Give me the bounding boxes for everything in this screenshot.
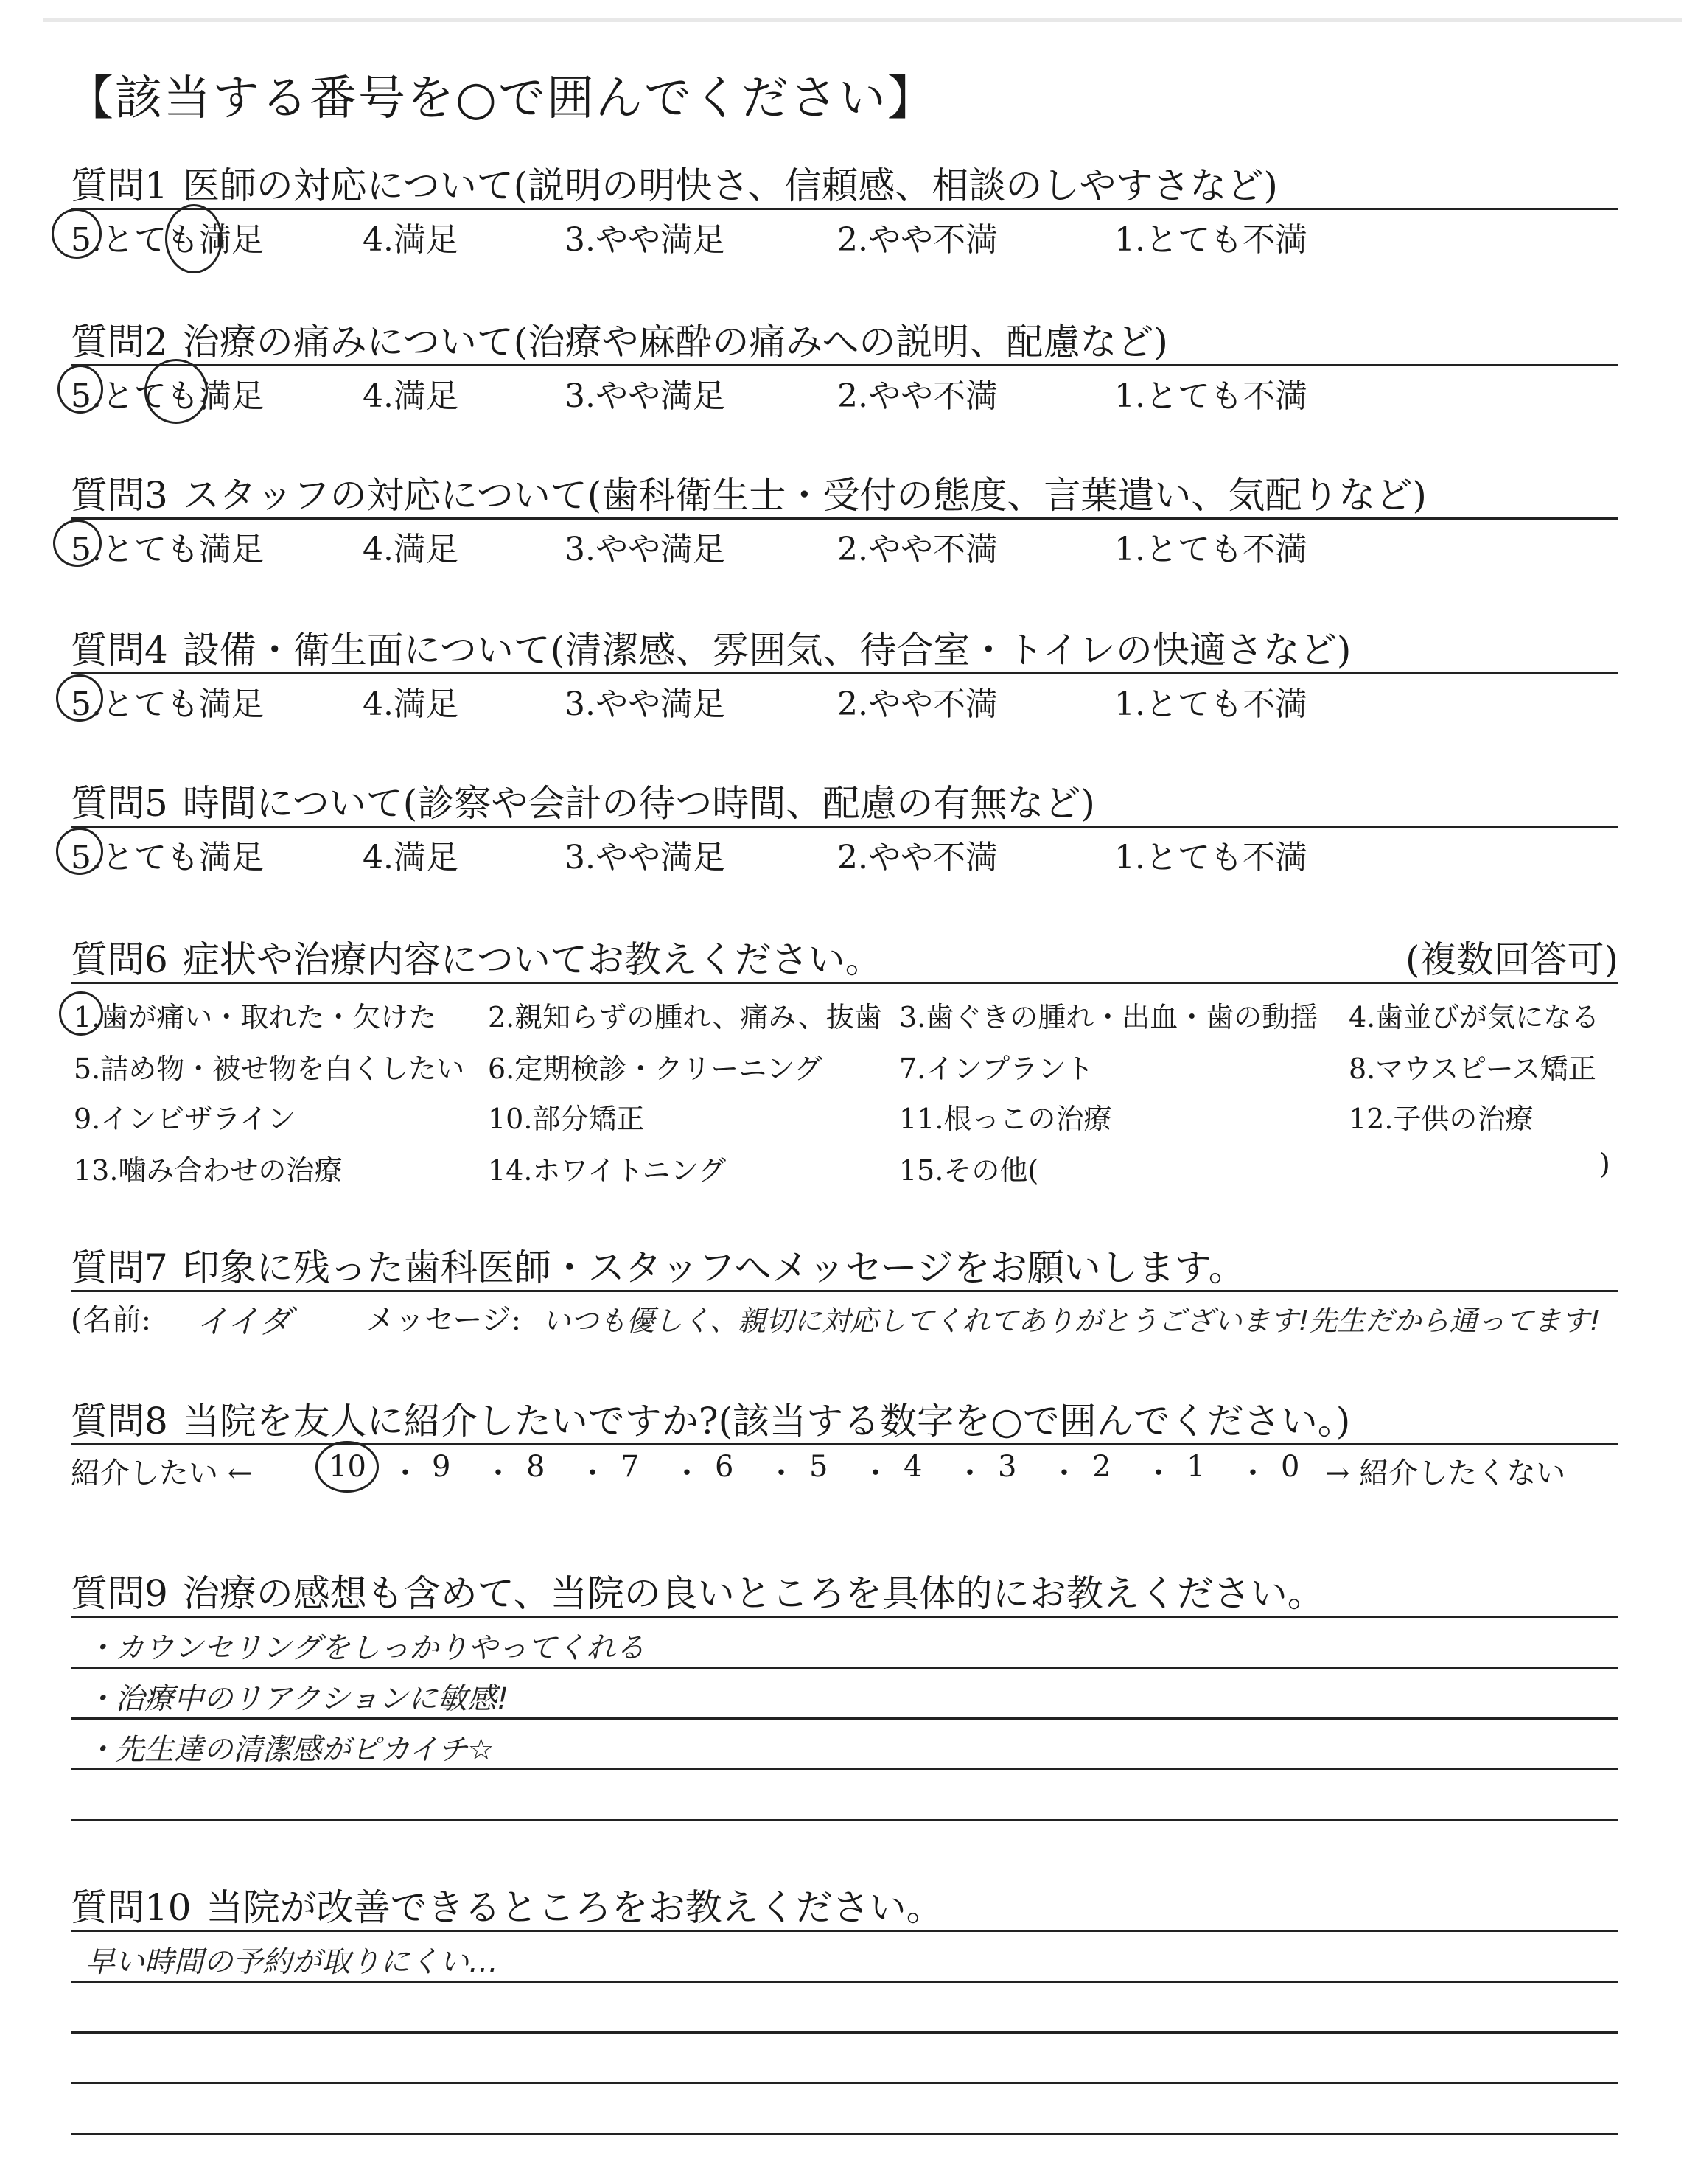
option-1[interactable]: 1.とても不満 — [1114, 221, 1307, 259]
question-4 — [71, 621, 1618, 723]
multiple-answers-note: (複数回答可) — [1405, 938, 1618, 981]
selection-circle — [52, 209, 102, 259]
scale-1[interactable]: 1 — [1187, 1450, 1206, 1484]
treatment-item[interactable]: 7.インプラント — [899, 1053, 1094, 1085]
answer-lines — [71, 1616, 1618, 1870]
question-text: 当院を友人に紹介したいですか?(該当する数字を○で囲んでください。) — [182, 1400, 1351, 1442]
treatment-item[interactable]: 14.ホワイトニング — [488, 1154, 727, 1187]
question-10 — [71, 1878, 1618, 2184]
question-number: 質問1 — [71, 164, 168, 207]
answer-line[interactable] — [71, 2031, 1618, 2082]
question-6-heading — [71, 930, 1618, 982]
selection-circle — [315, 1441, 379, 1493]
scale-3[interactable]: 3 — [998, 1450, 1017, 1484]
treatment-item[interactable]: 8.マウスピース矯正 — [1349, 1053, 1596, 1085]
treatment-item[interactable]: 5.詰め物・被せ物を白くしたい — [74, 1053, 465, 1085]
option-3[interactable]: 3.やや満足 — [565, 377, 725, 415]
rating-options — [71, 520, 1618, 568]
treatment-item[interactable]: 13.噛み合わせの治療 — [74, 1154, 343, 1187]
question-9-heading — [71, 1564, 1618, 1616]
option-1[interactable]: 1.とても不満 — [1114, 685, 1307, 723]
question-number: 質問7 — [71, 1246, 168, 1289]
question-2 — [71, 313, 1618, 415]
treatment-item[interactable]: 2.親知らずの腫れ、痛み、抜歯 — [488, 1001, 882, 1033]
scale-7[interactable]: 7 — [621, 1450, 640, 1484]
answer-line[interactable] — [71, 1945, 1618, 2031]
question-text: 治療の痛みについて(治療や麻酔の痛みへの説明、配慮など) — [182, 321, 1168, 363]
option-5[interactable]: 5.とても満足 — [71, 221, 264, 259]
option-3[interactable]: 3.やや満足 — [565, 839, 725, 876]
question-4-heading — [71, 621, 1618, 672]
selection-circle — [57, 365, 103, 414]
question-number: 質問8 — [71, 1400, 168, 1442]
option-2[interactable]: 2.やや不満 — [837, 839, 998, 876]
question-2-heading — [71, 313, 1618, 364]
question-1 — [71, 156, 1618, 259]
question-9 — [71, 1564, 1618, 1870]
answer-lines — [71, 1930, 1618, 2184]
answer-text: 早い時間の予約が取りにくい… — [85, 1945, 498, 1979]
scale-0[interactable]: 0 — [1281, 1450, 1300, 1484]
treatment-item[interactable]: 9.インビザライン — [74, 1103, 296, 1135]
top-border — [43, 18, 1682, 22]
question-3 — [71, 466, 1618, 568]
question-1-heading — [71, 156, 1618, 208]
question-7 — [71, 1238, 1618, 1341]
scale-8[interactable]: 8 — [526, 1450, 545, 1484]
option-5[interactable]: 5.とても満足 — [71, 377, 264, 415]
question-text: 印象に残った歯科医師・スタッフへメッセージをお願いします。 — [182, 1246, 1245, 1289]
scale-dot: ・ — [1238, 1456, 1268, 1490]
message-value[interactable]: いつも優しく、親切に対応してくれてありがとうございます!先生だから通ってます! — [542, 1305, 1601, 1337]
selection-circle — [56, 828, 103, 875]
stray-mark — [144, 359, 208, 424]
option-4[interactable]: 4.満足 — [363, 685, 458, 723]
answer-line[interactable] — [71, 1819, 1618, 1870]
treatment-item-other[interactable]: 15.その他( — [899, 1154, 1039, 1187]
question-text: 設備・衛生面について(清潔感、雰囲気、待合室・トイレの快適さなど) — [182, 629, 1352, 671]
scale-4[interactable]: 4 — [904, 1450, 923, 1484]
question-text: 症状や治療内容についてお教えください。 — [182, 938, 882, 981]
question-number: 質問9 — [71, 1572, 168, 1615]
scale-dot: ・ — [672, 1456, 702, 1490]
rating-options — [71, 366, 1618, 415]
option-1[interactable]: 1.とても不満 — [1114, 377, 1307, 415]
treatment-item[interactable]: 1.歯が痛い・取れた・欠けた — [74, 1001, 437, 1033]
question-number: 質問5 — [71, 782, 168, 825]
question-8-heading — [71, 1392, 1618, 1443]
question-8 — [71, 1392, 1618, 1490]
scale-dot: ・ — [391, 1456, 420, 1490]
treatment-item[interactable]: 6.定期検診・クリーニング — [488, 1053, 822, 1085]
treatment-item[interactable]: 10.部分矯正 — [488, 1103, 645, 1135]
scale-dot: ・ — [1049, 1456, 1079, 1490]
question-number: 質問3 — [71, 474, 168, 517]
question-text: 当院が改善できるところをお教えください。 — [206, 1886, 943, 1929]
other-close-paren: ) — [1599, 1148, 1610, 1180]
scale-10[interactable]: 10 — [329, 1450, 366, 1484]
stray-mark — [165, 204, 223, 273]
message-label: メッセージ: — [366, 1303, 522, 1337]
option-3[interactable]: 3.やや満足 — [565, 685, 725, 723]
selection-circle — [59, 991, 103, 1036]
option-5[interactable]: 5.とても満足 — [71, 839, 264, 876]
question-number: 質問10 — [71, 1886, 192, 1929]
question-6 — [71, 930, 1618, 1190]
option-1[interactable]: 1.とても不満 — [1114, 839, 1307, 876]
option-4[interactable]: 4.満足 — [363, 531, 458, 568]
treatment-item[interactable]: 4.歯並びが気になる — [1349, 1001, 1600, 1033]
selection-circle — [53, 520, 102, 567]
treatment-item[interactable]: 11.根っこの治療 — [899, 1103, 1112, 1135]
scale-dot: ・ — [766, 1456, 796, 1490]
scale-right-label: → 紹介したくない — [1325, 1456, 1566, 1490]
option-3[interactable]: 3.やや満足 — [565, 221, 725, 259]
page-title: 【該当する番号を○で囲んでください】 — [66, 71, 936, 126]
scale-9[interactable]: 9 — [432, 1450, 451, 1484]
answer-text: ・カウンセリングをしっかりやってくれる — [85, 1631, 646, 1665]
question-text: 時間について(診察や会計の待つ時間、配慮の有無など) — [182, 782, 1095, 825]
question-text: 医師の対応について(説明の明快さ、信頼感、相談のしやすさなど) — [182, 164, 1278, 207]
option-1[interactable]: 1.とても不満 — [1114, 531, 1307, 568]
scale-dot: ・ — [1144, 1456, 1173, 1490]
answer-line[interactable] — [71, 1733, 1618, 1819]
scale-dot: ・ — [483, 1456, 513, 1490]
scale-6[interactable]: 6 — [715, 1450, 734, 1484]
question-number: 質問6 — [71, 938, 168, 981]
answer-text: ・先生達の清潔感がピカイチ☆ — [85, 1733, 495, 1767]
question-text: スタッフの対応について(歯科衛生士・受付の態度、言葉遣い、気配りなど) — [182, 474, 1427, 517]
option-4[interactable]: 4.満足 — [363, 839, 458, 876]
scale-dot: ・ — [578, 1456, 607, 1490]
question-text: 治療の感想も含めて、当院の良いところを具体的にお教えください。 — [182, 1572, 1324, 1615]
scale-left-label: 紹介したい ← — [71, 1456, 253, 1490]
option-2[interactable]: 2.やや不満 — [837, 221, 998, 259]
option-2[interactable]: 2.やや不満 — [837, 685, 998, 723]
treatment-item[interactable]: 3.歯ぐきの腫れ・出血・歯の動揺 — [899, 1001, 1318, 1033]
scale-dot: ・ — [955, 1456, 985, 1490]
question-5-heading — [71, 774, 1618, 826]
selection-circle — [56, 674, 103, 722]
question-5 — [71, 774, 1618, 876]
scale-dot: ・ — [861, 1456, 890, 1490]
option-5[interactable]: 5.とても満足 — [71, 531, 264, 568]
option-5[interactable]: 5.とても満足 — [71, 685, 264, 723]
name-value[interactable]: イイダ — [196, 1303, 292, 1341]
scale-2[interactable]: 2 — [1092, 1450, 1111, 1484]
question-10-heading — [71, 1878, 1618, 1930]
treatment-item[interactable]: 12.子供の治療 — [1349, 1103, 1534, 1135]
question-number: 質問4 — [71, 629, 168, 671]
name-label: (名前: — [71, 1303, 152, 1337]
question-3-heading — [71, 466, 1618, 517]
scale-5[interactable]: 5 — [809, 1450, 828, 1484]
answer-text: ・治療中のリアクションに敏感! — [85, 1682, 509, 1716]
message-row — [71, 1292, 1618, 1341]
answer-line[interactable] — [71, 2082, 1618, 2133]
treatment-options — [71, 984, 1618, 1190]
rating-options — [71, 674, 1618, 723]
option-4[interactable]: 4.満足 — [363, 221, 458, 259]
answer-line[interactable] — [71, 2133, 1618, 2184]
question-number: 質問2 — [71, 321, 168, 363]
option-2[interactable]: 2.やや不満 — [837, 377, 998, 415]
recommend-scale — [71, 1445, 1618, 1490]
rating-options — [71, 210, 1618, 259]
option-2[interactable]: 2.やや不満 — [837, 531, 998, 568]
question-7-heading — [71, 1238, 1618, 1290]
option-4[interactable]: 4.満足 — [363, 377, 458, 415]
rating-options — [71, 828, 1618, 876]
option-3[interactable]: 3.やや満足 — [565, 531, 725, 568]
